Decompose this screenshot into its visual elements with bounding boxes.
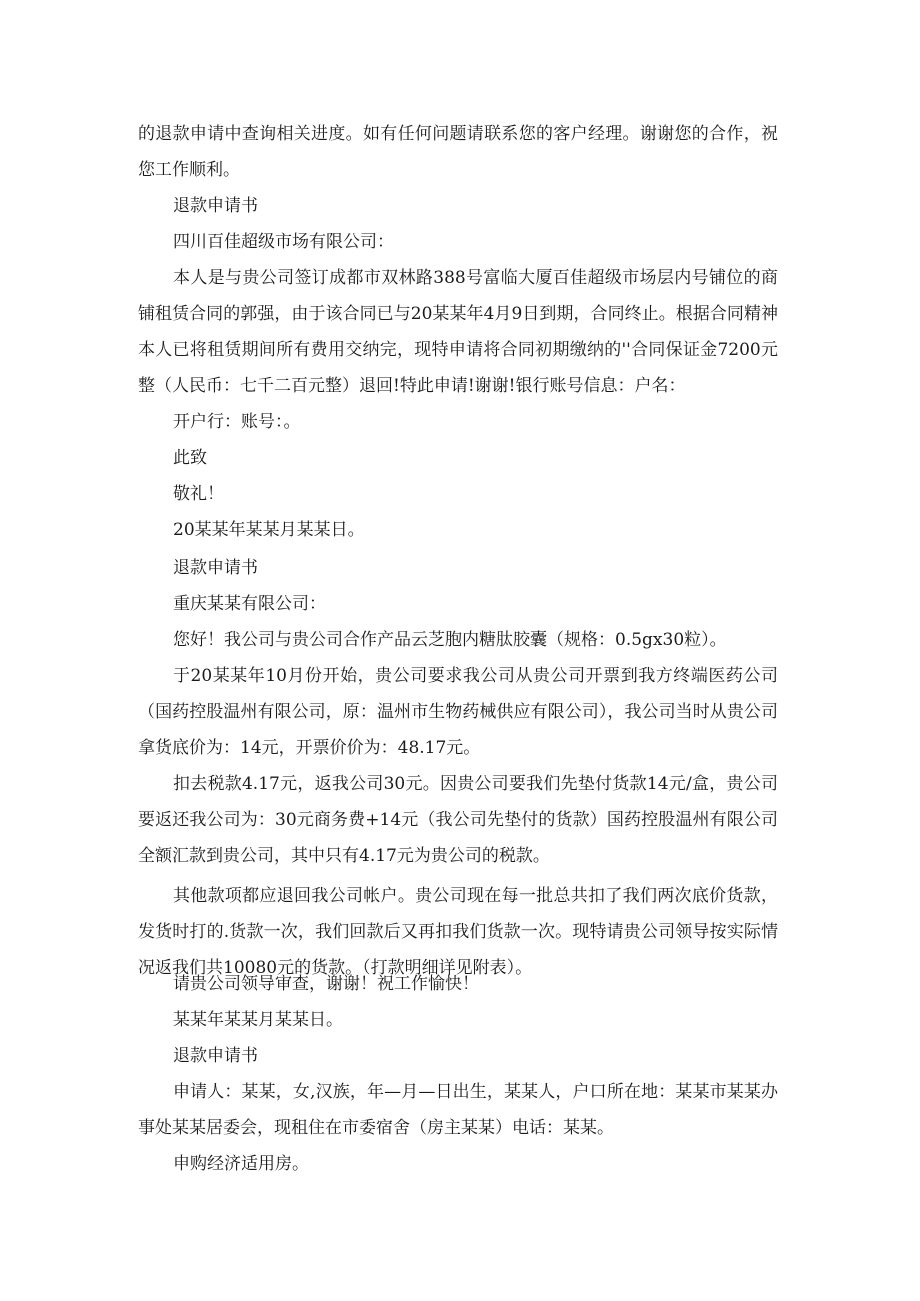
heading-refund-request: 退款申请书 (173, 558, 258, 578)
applicant-info: 申请人：某某，女,汉族，年—月—日出生，某某人，户口所在地：某某市某某办事处某某居委会，现租住在市委宿舍（房主某某）电话：某某。 (138, 1082, 778, 1138)
addressee-line: 四川百佳超级市场有限公司： (173, 232, 394, 252)
heading-refund-request: 退款申请书 (173, 1046, 258, 1066)
date-line: 20某某年某某月某某日。 (173, 520, 365, 540)
body-paragraph: 扣去税款4.17元，返我公司30元。因贵公司要我们先垫付货款14元/盒，贵公司要返还我公司为：30元商务费+14元（我公司先垫付的货款）国药控股温州有限公司全额汇款到贵公司，其中只有4.17元为贵公司的税款。 (138, 774, 778, 866)
heading-refund-request: 退款申请书 (173, 196, 258, 216)
addressee-line: 重庆某某有限公司： (173, 594, 326, 614)
bank-info-line: 开户行：账号：。 (173, 412, 301, 432)
closing-regards: 敬礼！ (173, 484, 224, 504)
date-line: 某某年某某月某某日。 (173, 1010, 343, 1030)
paragraph-continuation: 的退款申请中查询相关进度。如有任何问题请联系您的客户经理。谢谢您的合作，祝您工作顺利。 (138, 124, 778, 180)
body-paragraph: 于20某某年10月份开始，贵公司要求我公司从贵公司开票到我方终端医药公司（国药控股温州有限公司，原：温州市生物药械供应有限公司），我公司当时从贵公司拿货底价为：14元，开票价价为：48.17元。 (138, 666, 778, 758)
closing-salutation: 此致 (173, 448, 207, 468)
body-paragraph: 申购经济适用房。 (173, 1154, 309, 1174)
body-paragraph: 本人是与贵公司签订成都市双林路388号富临大厦百佳超级市场层内号铺位的商铺租赁合同的郭强，由于该合同已与20某某年4月9日到期，合同终止。根据合同精神本人已将租赁期间所有费用交纳完，现特申请将合同初期缴纳的''合同保证金7200元整（人民币：七千二百元整）退回!特此申请!谢谢!银行账号信息：户名： (138, 268, 778, 396)
body-paragraph: 其他款项都应退回我公司帐户。贵公司现在每一批总共扣了我们两次底价货款，发货时打的.货款一次，我们回款后又再扣我们货款一次。现特请贵公司领导按实际情况返我们共10080元的货款。（打款明细详见附表）。 (138, 886, 778, 978)
closing-line: 请贵公司领导审查，谢谢！祝工作愉快！ (173, 974, 479, 994)
body-paragraph: 您好！我公司与贵公司合作产品云芝胞内糖肽胶囊（规格：0.5gx30粒）。 (173, 630, 727, 650)
